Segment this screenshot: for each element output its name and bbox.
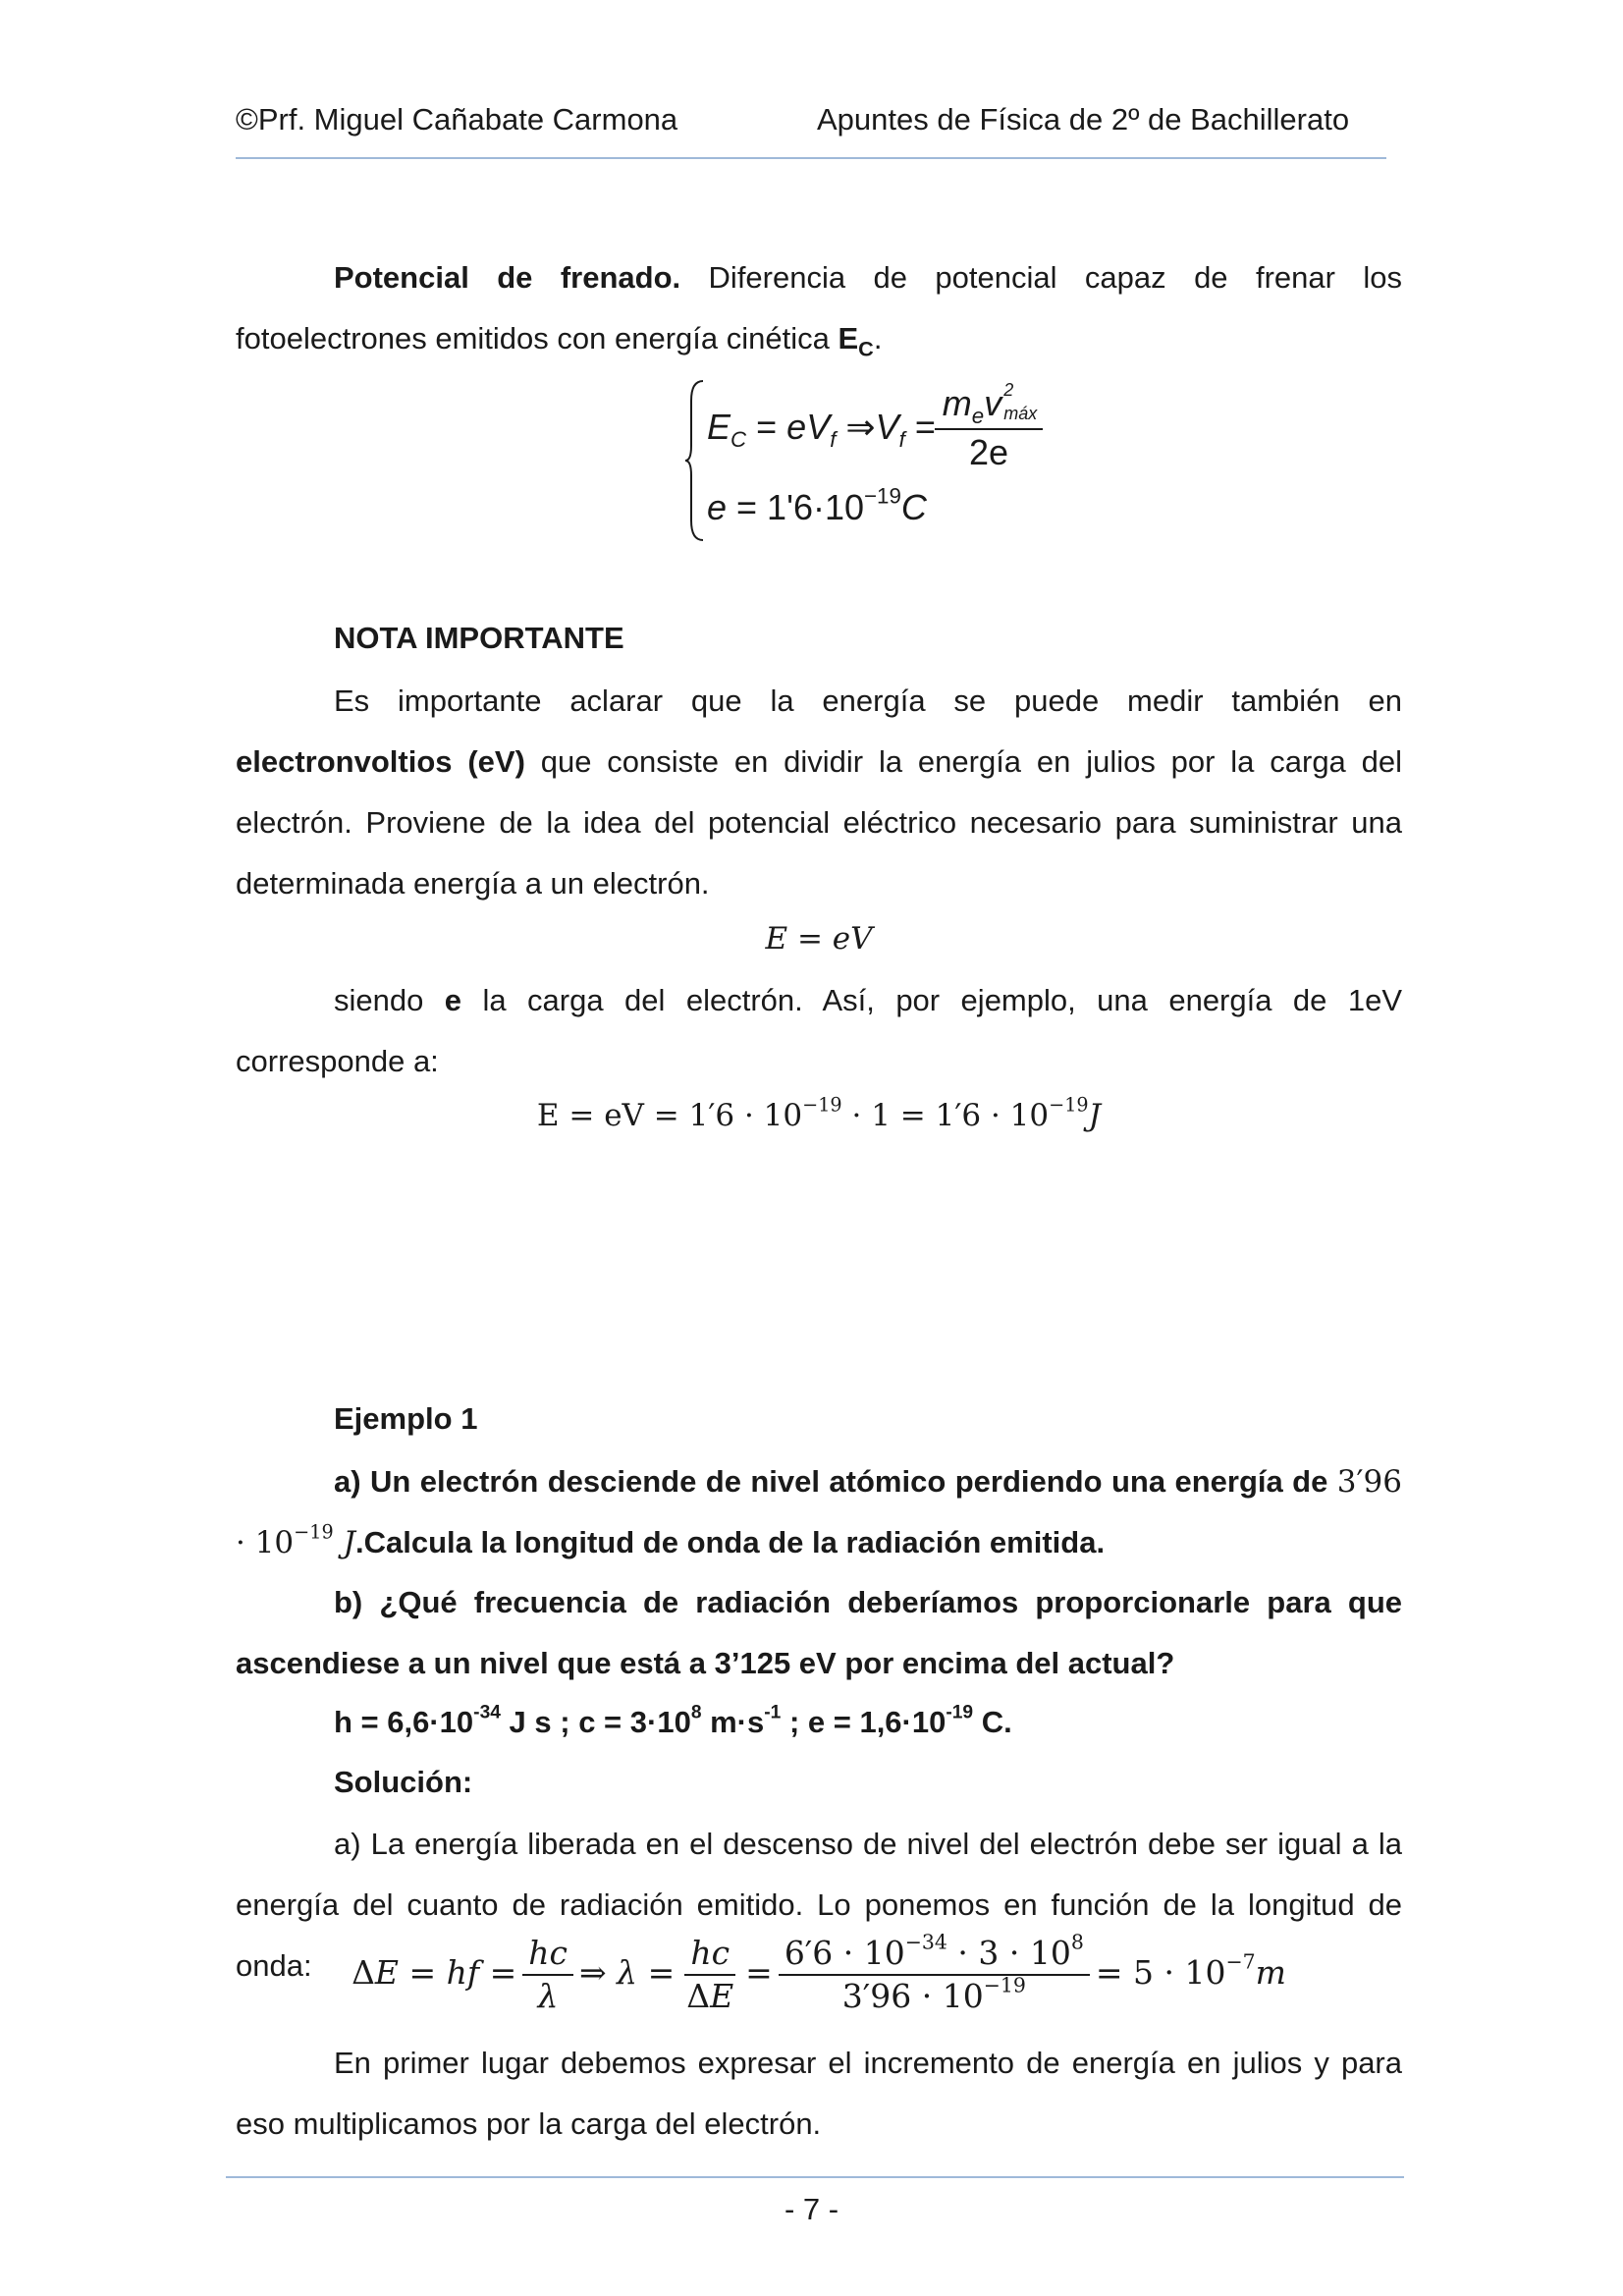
example-part-a: a) Un electrón desciende de nivel atómico perdiendo una energía de $3'96 \cdot 10^{-19}$ J.Calcula la longitud de onda de la radiación emitida.: [236, 1464, 1402, 1560]
equation-1ev: E = eV = $1'6 \cdot 10^{-19} \cdot 1 = 1'6 \cdot 10^{-19}J$: [536, 1093, 1102, 1133]
header-title: Apuntes de Física de 2º de Bachillerato: [817, 102, 1350, 137]
header-author: ©Prf. Miguel Cañabate Carmona: [236, 102, 678, 137]
nota-paragraph: Es importante aclarar que la energía se puede medir también en electronvoltios (eV) que consiste en dividir la energía en julios por la carga del electrón. Proviene de la idea del potencial eléctrico necesario para suministrar una determinada energía a un electrón.: [236, 683, 1403, 901]
example-constants: $h = 6,6\cdot 10^{-34}$ J s ; $c = 3\cdot 10^8$ $m\cdot s^{-1}$ ; $e = 1,6\cdot 10^{-19}$ C.: [334, 1702, 1012, 1739]
header-rule: [236, 157, 1386, 159]
frenado-text: Diferencia de potencial capaz de frenar los fotoelectrones emitidos con energía cinética: [236, 260, 1402, 355]
frenado-paragraph: Potencial de frenado. Diferencia de potencial capaz de frenar los fotoelectrones emitidos con energía cinética $E_C$.: [236, 260, 1402, 361]
equation-e-ev: E = eV: [765, 921, 873, 957]
solution-part-a: a) La energía liberada en el descenso de nivel del electrón debe ser igual a la energía del cuanto de radiación emitido. Lo ponemos en función de la longitud de onda:: [236, 1827, 1402, 1983]
eV-term: electronvoltios (eV): [236, 744, 525, 779]
solution-paragraph-2: En primer lugar debemos expresar el incremento de energía en julios y para eso multiplicamos por la carga del electrón.: [236, 2046, 1402, 2141]
example-heading: Ejemplo 1: [334, 1401, 478, 1436]
frenado-system: [683, 377, 1076, 544]
example-part-b: b) ¿Qué frecuencia de radiación deberíamos proporcionarle para que ascendiese a un nivel que está a 3’125 eV por encima del actual?: [236, 1585, 1402, 1680]
solution-heading: Solución:: [334, 1765, 473, 1799]
ec-symbol: $E_C$: [838, 321, 874, 361]
left-brace: [683, 377, 705, 544]
frenado-heading: Potencial de frenado.: [334, 260, 681, 295]
equation-wavelength: ΔE = hf = $\frac{hc}{\lambda}$ ⇒ λ = $\frac{hc}{\Delta E}$ = $\frac{6'6 \cdot 10^{-34} \cdot 3 \cdot 10^8}{3'96 \cdot 10^{-19}}$ = $5 \cdot 10^{-7}m$: [352, 1930, 1286, 2015]
nota-paragraph-2: siendo e la carga del electrón. Así, por ejemplo, una energía de 1eV corresponde a:: [236, 983, 1402, 1078]
footer-rule: [226, 2176, 1404, 2178]
nota-heading: NOTA IMPORTANTE: [334, 621, 624, 655]
page-number: - 7 -: [784, 2192, 839, 2226]
system-line-2: $e = 1'6\cdot 10^{-19}C$: [707, 483, 927, 527]
system-line-1: $E_C = eV_f$ $\Rightarrow V_f$ =: [707, 407, 936, 452]
system-fraction: $m_ev$ 2 máx 2e: [935, 383, 1043, 473]
